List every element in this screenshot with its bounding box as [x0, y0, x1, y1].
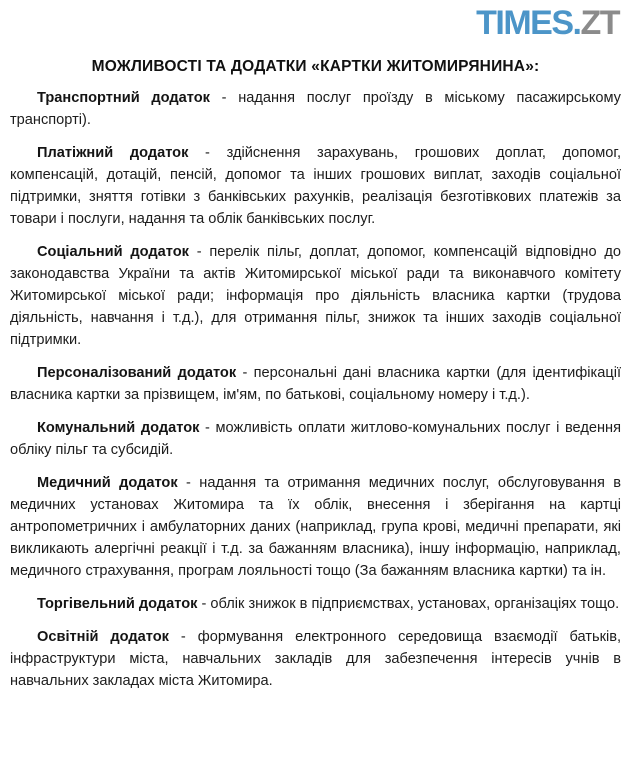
logo-zt-text: ZT	[580, 4, 619, 42]
site-header	[10, 4, 621, 46]
times-zt-logo[interactable]	[476, 4, 619, 42]
card-app-paragraph	[10, 87, 621, 131]
card-app-paragraph	[10, 626, 621, 692]
article-body	[10, 87, 621, 692]
card-app-paragraph	[10, 417, 621, 461]
app-name-bold: Освітній додаток	[37, 629, 169, 645]
app-description: - формування електронного середовища взаємодії батьків, інфраструктури міста, навчальних закладів для забезпечення інтересів учнів в навчальних закладах міста Житомира.	[10, 629, 621, 689]
card-app-paragraph	[10, 472, 621, 582]
page-title: МОЖЛИВОСТІ ТА ДОДАТКИ «КАРТКИ ЖИТОМИРЯНИНА»:	[91, 58, 540, 75]
app-name-bold: Персоналізований додаток	[37, 365, 237, 381]
app-name-bold: Соціальний додаток	[37, 244, 189, 260]
card-app-paragraph	[10, 362, 621, 406]
app-description: - перелік пільг, доплат, допомог, компенсацій відповідно до законодавства України та актів Житомирської міської ради та виконавчого комітету Житомирської міської ради; інформація про діяльність власника картки (трудова діяльність, навчання і т.д.), для отримання пільг, знижок та інших заходів соціальної підтримки.	[10, 244, 621, 348]
app-description: - надання та отримання медичних послуг, обслуговування в медичних установах Житомира та їх облік, внесення і зберігання на картці антропометричних і амбулаторних даних (наприклад, група крові, медичні препарати, які викликають алергічні реакції і т.д. за бажанням власника), іншу інформацію, наприклад, медичного страхування, програм лояльності тощо (За бажанням власника картки) та ін.	[10, 475, 621, 579]
app-name-bold: Торгівельний додаток	[37, 596, 198, 612]
app-description: - надання послуг проїзду в міському пасажирському транспорті).	[10, 90, 621, 128]
app-name-bold: Транспортний додаток	[37, 90, 210, 106]
app-name-bold: Комунальний додаток	[37, 420, 200, 436]
app-description: - облік знижок в підприємствах, установах, організаціях тощо.	[197, 596, 620, 612]
app-name-bold: Платіжний додаток	[37, 145, 189, 161]
logo-times-text: TIMES.	[476, 4, 581, 42]
app-description: - можливість оплати житлово-комунальних послуг і ведення обліку пільг та субсидій.	[10, 420, 621, 458]
app-description: - здійснення зарахувань, грошових доплат, допомог, компенсацій, дотацій, пенсій, допомог та інших грошових виплат, заходів соціальної підтримки, зняття готівки з банківських рахунків, реалізація безготівкових платежів за товари і послуги, надання та облік банківських послуг.	[10, 145, 621, 227]
app-description: - персональні дані власника картки (для ідентифікації власника картки за прізвищем, ім'ям, по батькові, соціальному номеру і т.д.).	[10, 365, 622, 403]
card-app-paragraph	[10, 593, 621, 615]
card-app-paragraph	[10, 142, 621, 230]
app-name-bold: Медичний додаток	[37, 475, 178, 491]
card-app-paragraph	[10, 241, 621, 351]
